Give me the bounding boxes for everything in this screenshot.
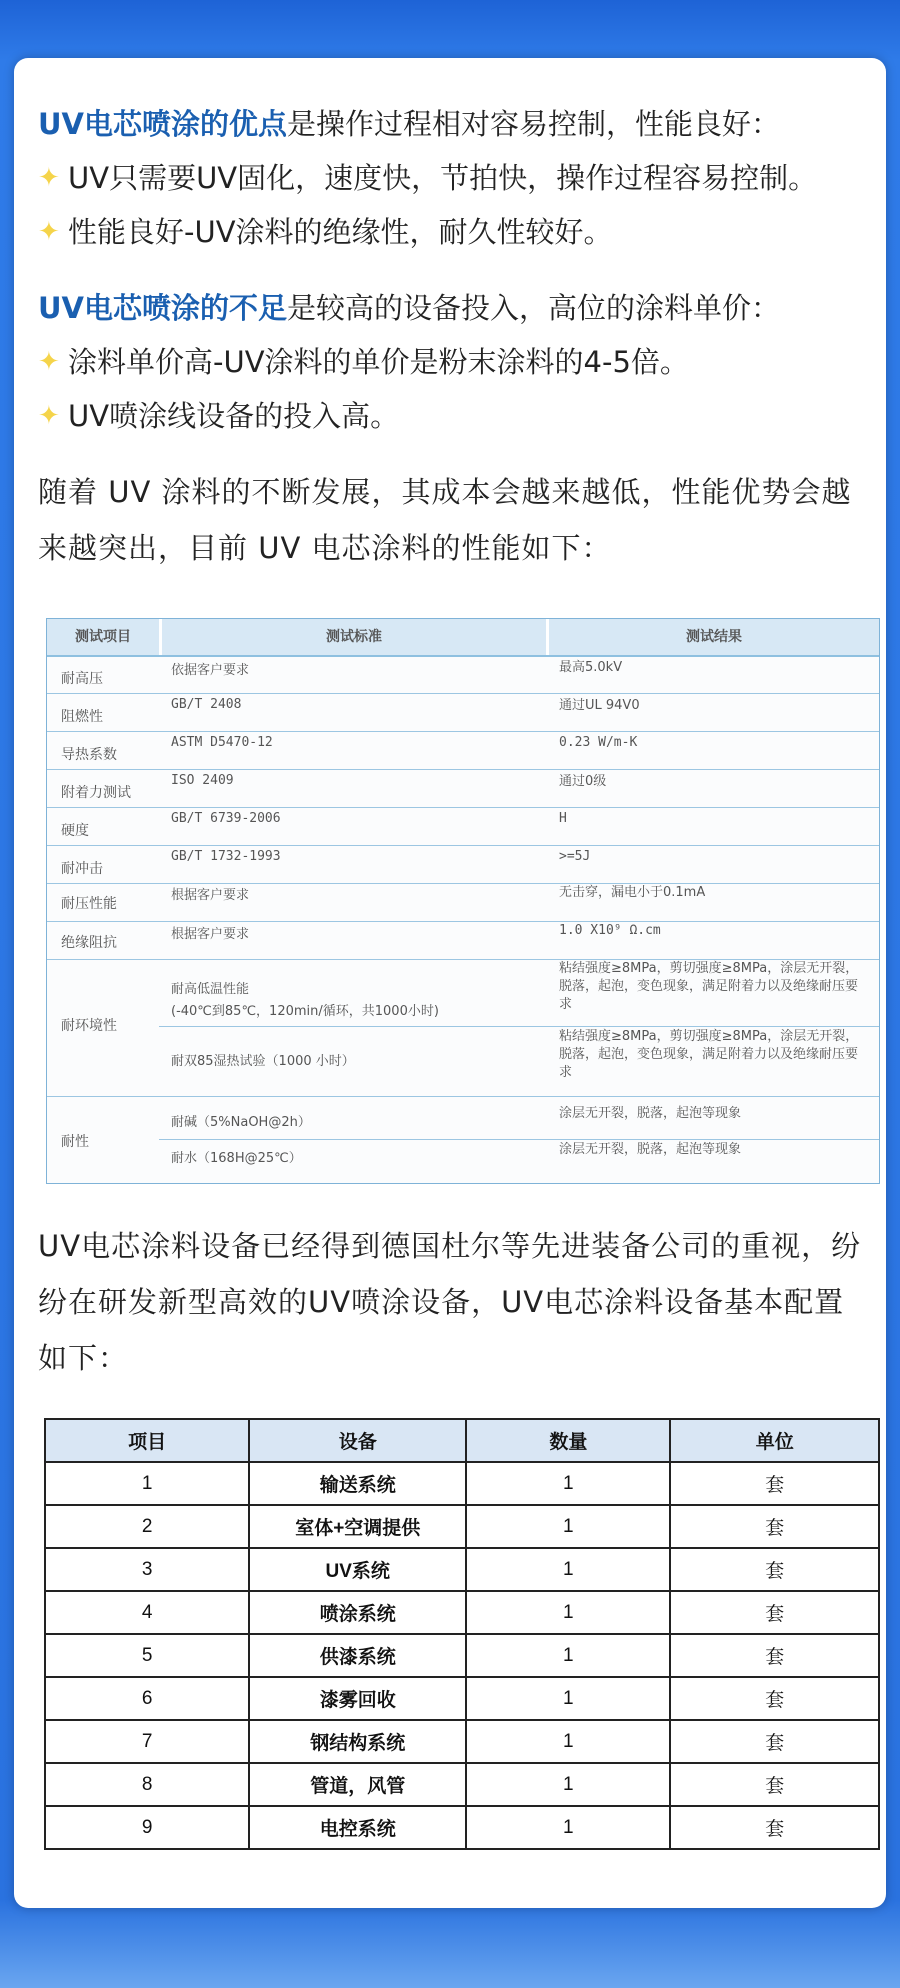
cell-quantity: 1 bbox=[466, 1505, 670, 1548]
equipment-table bbox=[44, 1418, 880, 1850]
advantages-heading bbox=[38, 104, 780, 144]
test-table-header bbox=[47, 619, 879, 657]
advantage-item bbox=[38, 212, 613, 252]
header-item: 项目 bbox=[45, 1419, 249, 1462]
row-result: >=5J bbox=[559, 849, 591, 864]
table-row bbox=[45, 1591, 879, 1634]
sparkle-icon: ✦ bbox=[38, 401, 60, 431]
row-item: 耐性 bbox=[61, 1134, 89, 1150]
cell-item: 8 bbox=[45, 1763, 249, 1806]
disadvantage-item-text: 涂料单价高-UV涂料的单价是粉末涂料的4-5倍。 bbox=[68, 345, 689, 379]
cell-unit: 套 bbox=[670, 1806, 879, 1849]
row-item: 阻燃性 bbox=[61, 709, 103, 725]
advantage-item-text: 性能良好-UV涂料的绝缘性，耐久性较好。 bbox=[68, 215, 613, 249]
row-standard: 耐水（168H@25℃） bbox=[171, 1151, 302, 1166]
advantage-item-text: UV只需要UV固化，速度快，节拍快，操作过程容易控制。 bbox=[68, 161, 818, 195]
row-result: 粘结强度≥8MPa，剪切强度≥8MPa，涂层无开裂，脱落，起泡，变色现象，满足附着力以及绝缘耐压要求 bbox=[559, 1029, 859, 1080]
cell-unit: 套 bbox=[670, 1548, 879, 1591]
table-row bbox=[45, 1677, 879, 1720]
row-standard: 耐双85湿热试验（1000 小时） bbox=[171, 1054, 355, 1069]
row-standard: GB/T 1732-1993 bbox=[171, 849, 281, 864]
cell-item: 2 bbox=[45, 1505, 249, 1548]
table-row bbox=[45, 1634, 879, 1677]
cell-equipment: 漆雾回收 bbox=[249, 1677, 466, 1720]
disadvantage-item bbox=[38, 396, 399, 436]
cell-equipment: 喷涂系统 bbox=[249, 1591, 466, 1634]
cell-equipment: 管道，风管 bbox=[249, 1763, 466, 1806]
sparkle-icon: ✦ bbox=[38, 163, 60, 193]
table-row bbox=[47, 770, 879, 808]
disadvantages-heading-rest: 是较高的设备投入，高位的涂料单价： bbox=[287, 291, 781, 325]
cell-equipment: 室体+空调提供 bbox=[249, 1505, 466, 1548]
row-standard: 耐高低温性能 bbox=[171, 982, 250, 997]
header-unit: 单位 bbox=[670, 1419, 879, 1462]
row-item: 耐压性能 bbox=[61, 896, 117, 912]
table-row bbox=[45, 1548, 879, 1591]
cell-equipment: 钢结构系统 bbox=[249, 1720, 466, 1763]
row-standard: ISO 2409 bbox=[171, 773, 234, 788]
table-row bbox=[47, 884, 879, 922]
row-standard: 依据客户要求 bbox=[171, 663, 250, 678]
row-standard: GB/T 2408 bbox=[171, 697, 242, 712]
cell-unit: 套 bbox=[670, 1763, 879, 1806]
cell-equipment: 供漆系统 bbox=[249, 1634, 466, 1677]
cell-equipment: 电控系统 bbox=[249, 1806, 466, 1849]
row-result: 最高5.0kV bbox=[559, 660, 623, 675]
row-item: 导热系数 bbox=[61, 747, 117, 763]
disadvantage-item bbox=[38, 342, 689, 382]
cell-item: 7 bbox=[45, 1720, 249, 1763]
header-quantity: 数量 bbox=[466, 1419, 670, 1462]
row-item: 绝缘阻抗 bbox=[61, 935, 117, 951]
header-equipment: 设备 bbox=[249, 1419, 466, 1462]
header-test-result: 测试结果 bbox=[686, 629, 742, 645]
header-test-item: 测试项目 bbox=[75, 629, 131, 645]
table-row bbox=[47, 656, 879, 694]
table-row bbox=[47, 694, 879, 732]
cell-quantity: 1 bbox=[466, 1591, 670, 1634]
row-result: 涂层无开裂，脱落，起泡等现象 bbox=[559, 1106, 742, 1121]
cell-item: 3 bbox=[45, 1548, 249, 1591]
table-row bbox=[45, 1505, 879, 1548]
cell-item: 5 bbox=[45, 1634, 249, 1677]
sparkle-icon: ✦ bbox=[38, 217, 60, 247]
advantages-heading-rest: 是操作过程相对容易控制，性能良好： bbox=[287, 107, 781, 141]
row-standard: ASTM D5470-12 bbox=[171, 735, 273, 750]
row-result: H bbox=[559, 811, 567, 826]
cell-unit: 套 bbox=[670, 1634, 879, 1677]
cell-item: 6 bbox=[45, 1677, 249, 1720]
intro-paragraph: 随着 UV 涂料的不断发展，其成本会越来越低，性能优势会越来越突出，目前 UV 电芯涂料的性能如下： bbox=[38, 475, 852, 565]
cell-equipment: UV系统 bbox=[249, 1548, 466, 1591]
row-result: 通过UL 94V0 bbox=[559, 698, 640, 713]
disadvantages-highlight: UV电芯喷涂的不足 bbox=[38, 291, 287, 325]
cell-quantity: 1 bbox=[466, 1548, 670, 1591]
row-item: 耐环境性 bbox=[61, 1018, 117, 1034]
table-row bbox=[45, 1763, 879, 1806]
row-result: 通过0级 bbox=[559, 774, 607, 789]
table-row bbox=[47, 732, 879, 770]
row-result: 无击穿，漏电小于0.1mA bbox=[559, 885, 706, 900]
disadvantages-heading bbox=[38, 288, 780, 328]
table-row bbox=[47, 922, 879, 960]
table-row bbox=[45, 1806, 879, 1849]
cell-unit: 套 bbox=[670, 1505, 879, 1548]
disadvantage-item-text: UV喷涂线设备的投入高。 bbox=[68, 399, 400, 433]
row-standard: 根据客户要求 bbox=[171, 888, 250, 903]
cell-unit: 套 bbox=[670, 1591, 879, 1634]
row-standard: 根据客户要求 bbox=[171, 927, 250, 942]
cell-item: 4 bbox=[45, 1591, 249, 1634]
advantage-item bbox=[38, 158, 817, 198]
row-standard: (-40℃到85℃，120min/循环，共1000小时) bbox=[171, 1004, 439, 1019]
table-row-env bbox=[47, 960, 879, 1097]
row-standard: GB/T 6739-2006 bbox=[171, 811, 281, 826]
cell-quantity: 1 bbox=[466, 1806, 670, 1849]
table-row bbox=[45, 1462, 879, 1505]
row-item: 耐高压 bbox=[61, 671, 103, 687]
cell-unit: 套 bbox=[670, 1720, 879, 1763]
row-item: 耐冲击 bbox=[61, 861, 103, 877]
cell-quantity: 1 bbox=[466, 1720, 670, 1763]
table-row-resist bbox=[47, 1097, 879, 1183]
sparkle-icon: ✦ bbox=[38, 347, 60, 377]
row-item: 硬度 bbox=[61, 823, 89, 839]
row-result: 粘结强度≥8MPa，剪切强度≥8MPa，涂层无开裂，脱落，起泡，变色现象，满足附着力以及绝缘耐压要求 bbox=[559, 961, 859, 1012]
cell-item: 9 bbox=[45, 1806, 249, 1849]
cell-unit: 套 bbox=[670, 1677, 879, 1720]
cell-item: 1 bbox=[45, 1462, 249, 1505]
table-row bbox=[47, 808, 879, 846]
equipment-table-header bbox=[45, 1419, 879, 1462]
cell-quantity: 1 bbox=[466, 1763, 670, 1806]
performance-test-table bbox=[46, 618, 880, 1184]
row-standard: 耐碱（5%NaOH@2h） bbox=[171, 1115, 311, 1130]
cell-equipment: 输送系统 bbox=[249, 1462, 466, 1505]
header-test-standard: 测试标准 bbox=[326, 629, 382, 645]
table-row bbox=[47, 846, 879, 884]
row-result: 涂层无开裂，脱落，起泡等现象 bbox=[559, 1142, 742, 1157]
row-item: 附着力测试 bbox=[61, 785, 131, 801]
equipment-paragraph: UV电芯涂料设备已经得到德国杜尔等先进装备公司的重视，纷纷在研发新型高效的UV喷涂设备，UV电芯涂料设备基本配置如下： bbox=[38, 1229, 862, 1375]
cell-quantity: 1 bbox=[466, 1677, 670, 1720]
cell-quantity: 1 bbox=[466, 1462, 670, 1505]
cell-quantity: 1 bbox=[466, 1634, 670, 1677]
table-row bbox=[45, 1720, 879, 1763]
cell-unit: 套 bbox=[670, 1462, 879, 1505]
advantages-highlight: UV电芯喷涂的优点 bbox=[38, 107, 287, 141]
row-result: 1.0 X10⁹ Ω.cm bbox=[559, 923, 661, 938]
row-result: 0.23 W/m-K bbox=[559, 735, 638, 750]
content-card bbox=[14, 58, 886, 1908]
